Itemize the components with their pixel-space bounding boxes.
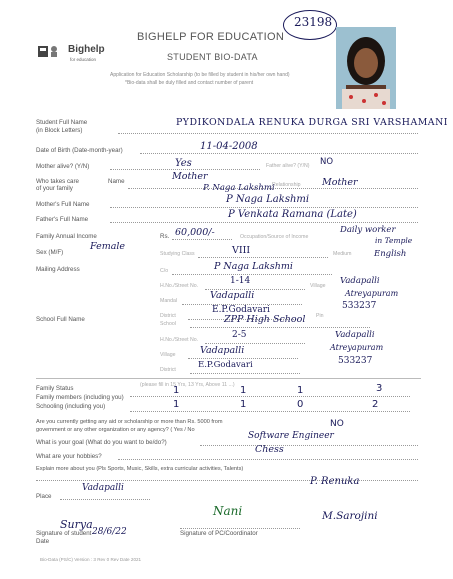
hobbies-label: What are your hobbies? bbox=[36, 453, 102, 460]
renuka-signature: P. Renuka bbox=[310, 476, 360, 487]
mail-village-value[interactable]: Vadapalli bbox=[340, 276, 380, 286]
sex-label: Sex (M/F) bbox=[36, 249, 64, 256]
sex-value[interactable]: Female bbox=[90, 241, 126, 252]
goal-label: What is your goal (What do you want to be/do?) bbox=[36, 439, 167, 446]
caretaker-name-label: Name bbox=[108, 178, 125, 185]
caretaker-label-2: of your family bbox=[36, 185, 73, 192]
full-name-line bbox=[118, 133, 418, 134]
class-line bbox=[198, 257, 328, 258]
student-signature: Surya bbox=[60, 518, 93, 531]
mail-co-line bbox=[172, 274, 332, 275]
school-village-value[interactable]: Vadapalli bbox=[200, 345, 245, 356]
school-town-value[interactable]: Atreyapuram bbox=[330, 343, 384, 352]
school-village-line bbox=[188, 358, 298, 359]
dob-label: Date of Birth (Date-month-year) bbox=[36, 147, 123, 154]
place-line bbox=[60, 499, 150, 500]
schooling-row-line bbox=[130, 411, 410, 412]
income-prefix: Rs. bbox=[160, 233, 170, 240]
income-label: Family Annual Income bbox=[36, 233, 97, 240]
instructions-line-1: Application for Education Scholarship (to be filled by student in his/her own hand) bbox=[110, 72, 290, 78]
dob-value[interactable]: 11-04-2008 bbox=[200, 141, 258, 152]
student-portrait-image bbox=[336, 27, 396, 109]
brand-name: Bighelp bbox=[68, 44, 105, 55]
schooling-count[interactable]: 0 bbox=[297, 399, 304, 410]
brand-tagline: for education bbox=[70, 57, 97, 62]
date-label: Date bbox=[36, 538, 50, 545]
mailing-address-label: Mailing Address bbox=[36, 266, 80, 273]
school-hno-label: H.No./Street No. bbox=[160, 337, 199, 343]
coordinator-signature-label: Signature of PC/Coordinator bbox=[180, 530, 258, 537]
caretaker-name-value-1[interactable]: Mother bbox=[172, 171, 208, 182]
family-members-label: Family members (including you) bbox=[36, 394, 124, 401]
mail-village-label: Village bbox=[310, 283, 326, 289]
header-title: BIGHELP FOR EDUCATION bbox=[137, 31, 285, 43]
school-name-value[interactable]: ZPP High School bbox=[224, 314, 306, 325]
mother-name-label: Mother's Full Name bbox=[36, 201, 90, 208]
occupation-value-1[interactable]: Daily worker bbox=[340, 225, 396, 235]
student-signature-label: Signature of student bbox=[36, 530, 92, 537]
school-mandal-value[interactable]: Vadapalli bbox=[335, 330, 375, 340]
caretaker-relationship-label: Relationship bbox=[272, 182, 301, 188]
occupation-label: Occupation/Source of Income bbox=[240, 234, 309, 240]
logo-icon bbox=[36, 43, 66, 59]
father-alive-label: Father alive? (Y/N) bbox=[266, 163, 310, 169]
family-divider bbox=[36, 378, 421, 379]
school-dist-value[interactable]: E.P.Godavari bbox=[198, 360, 253, 370]
date-value[interactable]: 28/6/22 bbox=[92, 527, 127, 537]
schooling-count[interactable]: 2 bbox=[372, 399, 379, 410]
schooling-count[interactable]: 1 bbox=[173, 399, 180, 410]
form-number: 23198 bbox=[294, 15, 333, 29]
hobbies-value[interactable]: Chess bbox=[255, 444, 284, 455]
medium-value[interactable]: English bbox=[374, 249, 407, 259]
mail-hno-label: H.No./Street No. bbox=[160, 283, 199, 289]
mother-name-value[interactable]: P Naga Lakshmi bbox=[226, 194, 310, 205]
mail-co-value[interactable]: P Naga Lakshmi bbox=[214, 261, 293, 272]
mail-mandal-value[interactable]: Vadapalli bbox=[210, 290, 255, 301]
medium-label: Medium bbox=[333, 251, 352, 257]
father-name-value[interactable]: P Venkata Ramana (Late) bbox=[228, 209, 357, 220]
family-member-count[interactable]: 1 bbox=[240, 385, 247, 396]
mail-town-value[interactable]: Atreyapuram bbox=[345, 289, 399, 298]
income-line bbox=[172, 239, 232, 240]
family-header-label: (please fill in 15 Yrs, 13 Yrs, Above 11 ...) bbox=[140, 382, 235, 388]
goal-line bbox=[200, 445, 418, 446]
version-text: Bio-Data (PS/C) Version : 3 Rev 0 Rev Date 2021 bbox=[40, 557, 142, 562]
family-status-label: Family Status bbox=[36, 385, 74, 392]
full-name-sublabel: (in Block Letters) bbox=[36, 127, 83, 134]
mail-pin-value[interactable]: 533237 bbox=[342, 301, 377, 311]
caretaker-name-value-2[interactable]: P. Naga Lakshmi bbox=[203, 183, 275, 193]
instructions-line-2: *Bio-data shall be duly filled and contact number of parent bbox=[125, 80, 254, 86]
school-pin-value[interactable]: 533237 bbox=[338, 356, 373, 366]
mother-alive-value[interactable]: Yes bbox=[175, 158, 192, 169]
income-value[interactable]: 60,000/- bbox=[175, 227, 215, 238]
schooling-count[interactable]: 1 bbox=[240, 399, 247, 410]
occupation-value-2[interactable]: in Temple bbox=[375, 236, 413, 245]
school-hno-line bbox=[205, 343, 305, 344]
caretaker-label-1: Who takes care bbox=[36, 178, 79, 185]
place-label: Place bbox=[36, 493, 52, 500]
full-name-label: Student Full Name bbox=[36, 119, 88, 126]
mother-alive-label: Mother alive? (Y/N) bbox=[36, 163, 90, 170]
dob-line bbox=[140, 153, 418, 154]
school-name-line bbox=[190, 327, 370, 328]
mail-mandal-label: Mandal bbox=[160, 298, 178, 304]
school-dist-label: District bbox=[160, 367, 176, 373]
hobbies-line bbox=[118, 459, 418, 460]
family-member-count[interactable]: 1 bbox=[173, 385, 180, 396]
other-scholarship-value[interactable]: NO bbox=[330, 419, 344, 429]
father-alive-value[interactable]: NO bbox=[320, 157, 334, 167]
explain-label: Explain more about you (Pls Sports, Music, Skills, extra curricular activities, Talents) bbox=[36, 466, 244, 472]
mail-dist-label: District bbox=[160, 313, 176, 319]
caretaker-relationship-value[interactable]: Mother bbox=[322, 177, 358, 188]
mail-pin-label: Pin bbox=[316, 313, 324, 319]
place-value[interactable]: Vadapalli bbox=[82, 483, 124, 493]
members-row-line bbox=[130, 396, 410, 397]
school-dist-line bbox=[190, 373, 300, 374]
goal-value[interactable]: Software Engineer bbox=[248, 431, 334, 441]
class-value[interactable]: VIII bbox=[232, 245, 251, 256]
full-name-value[interactable]: PYDIKONDALA RENUKA DURGA SRI VARSHAMANI bbox=[176, 117, 448, 128]
brand-logo bbox=[36, 43, 66, 59]
mother-name-line bbox=[110, 207, 418, 208]
family-member-count[interactable]: 1 bbox=[297, 385, 304, 396]
mail-dist-value[interactable]: E.P.Godavari bbox=[212, 305, 270, 315]
class-label: Studying Class bbox=[160, 251, 195, 257]
saroj-signature: M.Sarojini bbox=[322, 510, 378, 522]
mail-co-label: C/o bbox=[160, 268, 169, 274]
student-photo bbox=[336, 27, 396, 109]
family-member-count[interactable]: 3 bbox=[376, 383, 383, 394]
explain-line bbox=[36, 480, 418, 481]
mail-hno-value[interactable]: 1-14 bbox=[230, 276, 251, 286]
other-scholarship-label-2: government or any other organization or any agency? ( Yes / No bbox=[36, 427, 195, 433]
school-village-label: Village bbox=[160, 352, 176, 358]
school-label: School Full Name bbox=[36, 316, 85, 323]
father-name-label: Father's Full Name bbox=[36, 216, 89, 223]
coordinator-signature-mark: Nani bbox=[213, 504, 243, 518]
header-subtitle: STUDENT BIO-DATA bbox=[167, 52, 258, 62]
father-name-line bbox=[110, 222, 418, 223]
mother-alive-line bbox=[110, 169, 260, 170]
school-hno-value[interactable]: 2-5 bbox=[232, 330, 247, 340]
coordinator-signature-line bbox=[180, 528, 300, 529]
schooling-label: Schooling (including you) bbox=[36, 403, 106, 410]
school-name-label: School bbox=[160, 321, 176, 327]
other-scholarship-label-1: Are you currently getting any aid or scholarship or more than Rs. 5000 from bbox=[36, 419, 223, 425]
